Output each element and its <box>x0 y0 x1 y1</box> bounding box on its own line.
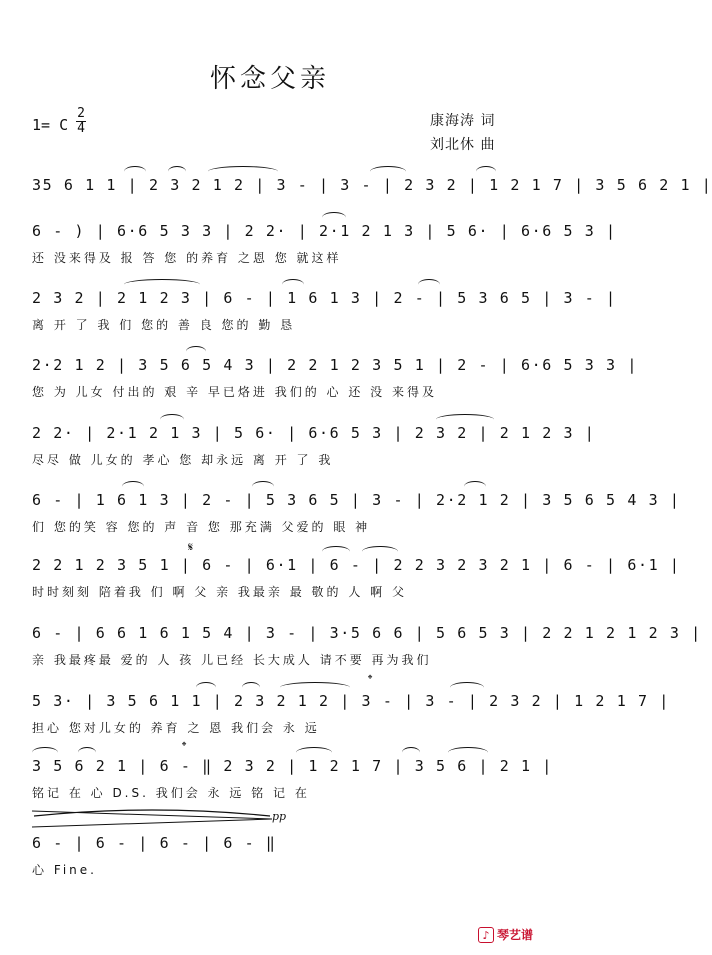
meter-bottom: 4 <box>77 121 85 136</box>
slur <box>362 546 398 557</box>
slur <box>122 481 144 492</box>
tie <box>280 682 350 693</box>
notation-line: 35 6 1 1 | 2 3 2 1 2 | 3 - | 3 - | 2 3 2 | 1 2 1 7 | 3 5 6 2 1 | <box>32 176 712 194</box>
notation-line: 2 2· | 2·1 2 1 3 | 5 6· | 6·6 5 3 | 2 3 2 | 2 1 2 3 | <box>32 424 596 442</box>
slur <box>322 212 346 223</box>
score-row-8 <box>32 620 702 672</box>
slur <box>296 747 332 758</box>
slur <box>464 481 486 492</box>
slur <box>196 682 216 693</box>
page-title: 怀念父亲 <box>209 64 330 94</box>
lyrics-line: 们 您的笑 容 您的 声 音 您 那充满 父爱的 眼 神 <box>32 520 371 534</box>
notation-line: 2 3 2 | 2 1 2 3 | 6 - | 1 6 1 3 | 2 - | 5 3 6 5 | 3 - | <box>32 289 617 307</box>
time-signature <box>76 108 86 135</box>
score-row-3 <box>32 285 617 337</box>
lyrics-line: 时时刻刻 陪着我 们 啊 父 亲 我最亲 最 敬的 人 啊 父 <box>32 585 407 599</box>
tie <box>208 166 278 177</box>
notation-line: 3 5 6 2 1 | 6 - ‖ 2 3 2 | 1 2 1 7 | 3 5 6 | 2 1 | <box>32 757 553 775</box>
slur <box>32 747 58 758</box>
slur <box>78 747 96 758</box>
score-row-4 <box>32 352 638 404</box>
lyrics-line: 铭记 在 心 D.S. 我们会 永 远 铭 记 在 <box>32 786 310 800</box>
notation-line: 6 - | 6 - | 6 - | 6 - ‖ <box>32 834 277 852</box>
notation-line: 6 - | 1 6 1 3 | 2 - | 5 3 6 5 | 3 - | 2·2 1 2 | 3 5 6 5 4 3 | <box>32 491 681 509</box>
slur <box>402 747 420 758</box>
notation-line: 6 - ) | 6·6 5 3 3 | 2 2· | 2·1 2 1 3 | 5 6· | 6·6 5 3 | <box>32 222 617 240</box>
notation-line: 5 3· | 3 5 6 1 1 | 2 3 2 1 2 | 3 - | 3 - | 2 3 2 | 1 2 1 7 | <box>32 692 670 710</box>
lyrics-line: 心 Fine. <box>32 863 97 877</box>
notation-line: 6 - | 6 6 1 6 1 5 4 | 3 - | 3·5 6 6 | 5 6 5 3 | 2 2 1 2 1 2 3 | <box>32 624 702 642</box>
music-note-icon: ♪ <box>478 927 494 943</box>
slur <box>418 279 440 290</box>
key-signature: 1= C <box>32 116 69 134</box>
segno-icon: 𝄋 <box>188 540 194 554</box>
lyrics-line: 担心 您对儿女的 养育 之 恩 我们会 永 远 <box>32 721 320 735</box>
lyrics-line: 离 开 了 我 们 您的 善 良 您的 勤 恳 <box>32 318 296 332</box>
slur <box>370 166 406 177</box>
dynamic-pp: pp <box>272 810 287 823</box>
slur <box>476 166 496 177</box>
tie <box>436 414 494 425</box>
score-row-7 <box>32 540 681 604</box>
lyrics-line: 尽尽 做 儿女的 孝心 您 却永远 离 开 了 我 <box>32 453 334 467</box>
lyrics-line: 亲 我最疼最 爱的 人 孩 儿已经 长大成人 请不要 再为我们 <box>32 653 432 667</box>
notation-line: 2·2 1 2 | 3 5 6 5 4 3 | 2 2 1 2 3 5 1 | 2 - | 6·6 5 3 3 | <box>32 356 638 374</box>
score-row-10 <box>32 739 553 805</box>
lyrics-line: 您 为 儿女 付出的 艰 辛 早已烙进 我们的 心 还 没 来得及 <box>32 385 437 399</box>
slur <box>282 279 304 290</box>
slur <box>160 414 184 425</box>
score-row-9 <box>32 672 670 740</box>
slur <box>448 747 488 758</box>
composer-credit: 刘北休 曲 <box>430 137 496 153</box>
slur <box>186 346 206 357</box>
slur <box>322 546 350 557</box>
coda-icon: 𝄌 <box>182 739 187 753</box>
score-row-2 <box>32 218 617 270</box>
lyricist-credit: 康海涛 词 <box>430 113 496 129</box>
logo-text: 琴艺谱 <box>497 928 534 942</box>
meter-top: 2 <box>77 106 85 121</box>
slur <box>168 166 186 177</box>
slur <box>450 682 484 693</box>
lyrics-line: 还 没来得及 报 答 您 的养育 之恩 您 就这样 <box>32 251 342 265</box>
score-row-11 <box>32 830 512 882</box>
notation-line: 2 2 1 2 3 5 1 | 6 - | 6·1 | 6 - | 2 2 3 2 3 2 1 | 6 - | 6·1 | <box>32 556 681 574</box>
site-logo <box>478 926 534 946</box>
decrescendo-hairpin <box>32 808 272 830</box>
score-row-5 <box>32 420 596 472</box>
score-row-1 <box>32 172 712 224</box>
slur <box>124 166 146 177</box>
slur <box>242 682 260 693</box>
tie <box>124 279 200 290</box>
score-row-6 <box>32 487 681 539</box>
coda-icon: 𝄌 <box>368 672 373 686</box>
slur <box>252 481 274 492</box>
